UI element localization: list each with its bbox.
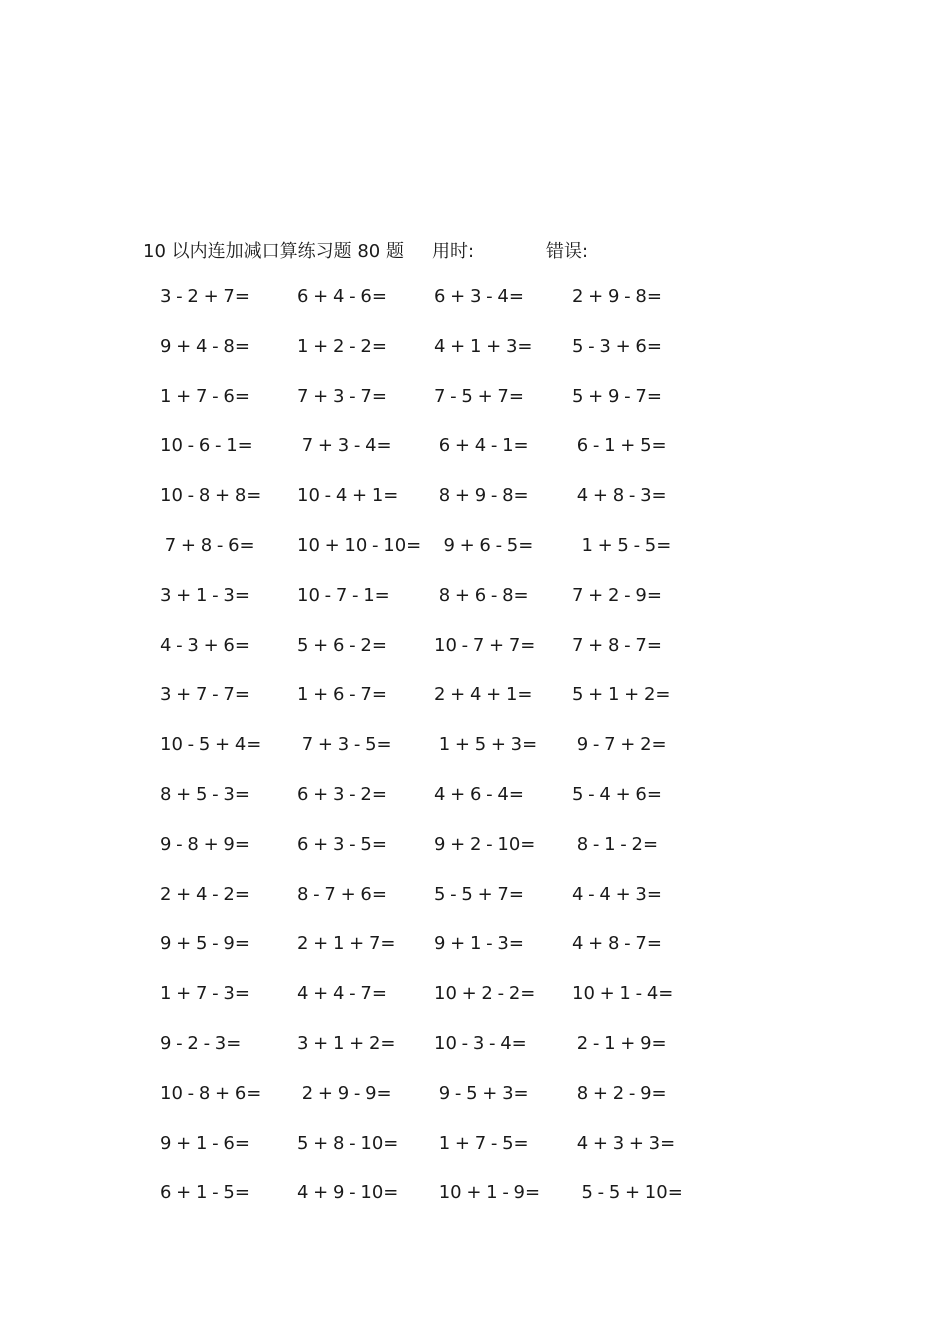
arithmetic-problem: 8 + 9 - 8= xyxy=(434,485,529,507)
arithmetic-problem: 6 + 1 - 5= xyxy=(160,1182,250,1204)
arithmetic-problem: 7 + 3 - 5= xyxy=(297,734,392,756)
arithmetic-problem: 3 + 1 + 2= xyxy=(297,1032,396,1054)
problem-row xyxy=(0,286,950,336)
arithmetic-problem: 2 + 4 - 2= xyxy=(160,883,250,905)
arithmetic-problem: 7 + 2 - 9= xyxy=(572,584,662,606)
arithmetic-problem: 6 + 3 - 4= xyxy=(434,286,524,307)
arithmetic-problem: 3 + 1 - 3= xyxy=(160,584,250,606)
problem-row xyxy=(0,535,950,585)
problem-row xyxy=(0,1083,950,1133)
arithmetic-problem: 7 + 8 - 7= xyxy=(572,634,662,656)
arithmetic-problem: 4 + 8 - 3= xyxy=(572,485,667,507)
arithmetic-problem: 1 + 5 + 3= xyxy=(434,734,538,756)
arithmetic-problem: 10 - 8 + 8= xyxy=(160,485,262,507)
arithmetic-problem: 4 + 3 + 3= xyxy=(572,1132,676,1154)
arithmetic-problem: 4 + 8 - 7= xyxy=(572,933,662,955)
arithmetic-problem: 2 + 4 + 1= xyxy=(434,684,533,706)
arithmetic-problem: 9 + 4 - 8= xyxy=(160,335,250,357)
arithmetic-problem: 5 + 9 - 7= xyxy=(572,385,662,407)
problem-row xyxy=(0,1182,950,1232)
arithmetic-problem: 6 + 4 - 1= xyxy=(434,435,529,457)
problem-row xyxy=(0,983,950,1033)
arithmetic-problem: 10 + 2 - 2= xyxy=(434,983,536,1005)
arithmetic-problem: 7 + 3 - 7= xyxy=(297,385,387,407)
arithmetic-problem: 1 + 7 - 3= xyxy=(160,983,250,1005)
arithmetic-problem: 5 - 3 + 6= xyxy=(572,335,662,357)
arithmetic-problem: 10 + 10 - 10= xyxy=(297,534,422,556)
arithmetic-problem: 9 - 5 + 3= xyxy=(434,1082,529,1104)
worksheet-title: 10 以内连加减口算练习题 80 题 xyxy=(143,241,404,262)
arithmetic-problem: 10 - 7 - 1= xyxy=(297,584,390,606)
error-count-label: 错误: xyxy=(546,241,589,262)
arithmetic-problem: 10 - 6 - 1= xyxy=(160,435,253,457)
arithmetic-problem: 3 + 7 - 7= xyxy=(160,684,250,706)
problem-row xyxy=(0,784,950,834)
arithmetic-problem: 2 + 9 - 9= xyxy=(297,1082,392,1104)
arithmetic-problem: 10 - 4 + 1= xyxy=(297,485,399,507)
arithmetic-problem: 8 + 2 - 9= xyxy=(572,1082,667,1104)
arithmetic-problem: 2 + 1 + 7= xyxy=(297,933,396,955)
arithmetic-problem: 10 - 7 + 7= xyxy=(434,634,536,656)
arithmetic-problem: 1 + 7 - 5= xyxy=(434,1132,529,1154)
arithmetic-problem: 5 - 4 + 6= xyxy=(572,783,662,805)
arithmetic-problem: 5 + 8 - 10= xyxy=(297,1132,399,1154)
problem-grid xyxy=(0,286,950,1232)
arithmetic-problem: 5 - 5 + 7= xyxy=(434,883,524,905)
time-used-label: 用时: xyxy=(432,241,475,262)
arithmetic-problem: 6 + 3 - 5= xyxy=(297,833,387,855)
problem-row xyxy=(0,485,950,535)
arithmetic-problem: 9 + 1 - 3= xyxy=(434,933,524,955)
arithmetic-problem: 9 + 1 - 6= xyxy=(160,1132,250,1154)
problem-row xyxy=(0,585,950,635)
arithmetic-problem: 4 + 9 - 10= xyxy=(297,1182,399,1204)
arithmetic-problem: 10 - 5 + 4= xyxy=(160,734,262,756)
problem-row xyxy=(0,435,950,485)
arithmetic-problem: 6 + 4 - 6= xyxy=(297,286,387,307)
arithmetic-problem: 9 - 2 - 3= xyxy=(160,1032,242,1054)
arithmetic-problem: 4 + 1 + 3= xyxy=(434,335,533,357)
arithmetic-problem: 9 + 2 - 10= xyxy=(434,833,536,855)
arithmetic-problem: 6 + 3 - 2= xyxy=(297,783,387,805)
arithmetic-problem: 10 - 3 - 4= xyxy=(434,1032,527,1054)
arithmetic-problem: 5 - 5 + 10= xyxy=(572,1182,683,1204)
arithmetic-problem: 5 + 6 - 2= xyxy=(297,634,387,656)
arithmetic-problem: 6 - 1 + 5= xyxy=(572,435,667,457)
problem-row xyxy=(0,933,950,983)
arithmetic-problem: 9 + 5 - 9= xyxy=(160,933,250,955)
problem-row xyxy=(0,635,950,685)
problem-row xyxy=(0,834,950,884)
arithmetic-problem: 1 + 6 - 7= xyxy=(297,684,387,706)
problem-row xyxy=(0,336,950,386)
arithmetic-problem: 1 + 5 - 5= xyxy=(572,534,672,556)
arithmetic-problem: 9 + 6 - 5= xyxy=(434,534,534,556)
arithmetic-problem: 4 - 3 + 6= xyxy=(160,634,250,656)
arithmetic-problem: 8 - 1 - 2= xyxy=(572,833,659,855)
arithmetic-problem: 2 + 9 - 8= xyxy=(572,286,662,307)
problem-row xyxy=(0,386,950,436)
arithmetic-problem: 9 - 7 + 2= xyxy=(572,734,667,756)
problem-row xyxy=(0,1033,950,1083)
arithmetic-problem: 10 - 8 + 6= xyxy=(160,1082,262,1104)
arithmetic-problem: 4 + 6 - 4= xyxy=(434,783,524,805)
arithmetic-problem: 4 + 4 - 7= xyxy=(297,983,387,1005)
problem-row xyxy=(0,734,950,784)
arithmetic-problem: 8 - 7 + 6= xyxy=(297,883,387,905)
problem-row xyxy=(0,884,950,934)
arithmetic-problem: 9 - 8 + 9= xyxy=(160,833,250,855)
arithmetic-problem: 3 - 2 + 7= xyxy=(160,286,250,307)
arithmetic-problem: 10 + 1 - 4= xyxy=(572,983,674,1005)
arithmetic-problem: 8 + 5 - 3= xyxy=(160,783,250,805)
arithmetic-problem: 5 + 1 + 2= xyxy=(572,684,671,706)
arithmetic-problem: 1 + 7 - 6= xyxy=(160,385,250,407)
arithmetic-problem: 8 + 6 - 8= xyxy=(434,584,529,606)
arithmetic-problem: 7 + 3 - 4= xyxy=(297,435,392,457)
problem-row xyxy=(0,684,950,734)
arithmetic-problem: 1 + 2 - 2= xyxy=(297,335,387,357)
arithmetic-problem: 10 + 1 - 9= xyxy=(434,1182,541,1204)
arithmetic-problem: 2 - 1 + 9= xyxy=(572,1032,667,1054)
arithmetic-problem: 7 + 8 - 6= xyxy=(160,534,255,556)
arithmetic-problem: 4 - 4 + 3= xyxy=(572,883,662,905)
arithmetic-problem: 7 - 5 + 7= xyxy=(434,385,524,407)
problem-row xyxy=(0,1133,950,1183)
worksheet-header xyxy=(0,237,950,263)
